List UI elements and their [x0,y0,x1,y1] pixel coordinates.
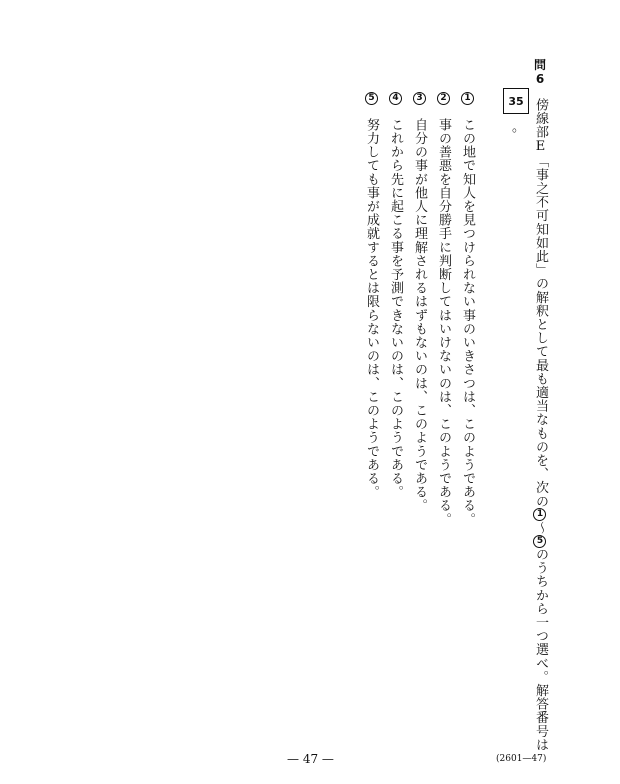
option-3-text: 自分の事が他人に理解されるはずもないのは、このようである。 [412,118,427,513]
option-4-number: 4 [389,92,402,105]
answer-period: 。 [512,120,526,135]
question-text-part1: 傍線部E「事之不可知如此」の解釈として最も適当なものを、次の [533,98,548,508]
question-label [533,58,547,86]
option-1-text: この地で知人を見つけられない事のいきさつは、このようである。 [460,118,475,526]
option-2-text: 事の善悪を自分勝手に判断してはいけないのは、このようである。 [436,118,451,526]
question-number: 6 [535,72,545,86]
option-5-text: 努力しても事が成就するとは限らないのは、このようである。 [364,118,379,499]
range-separator: 〜 [533,521,548,535]
range-end-number: 5 [535,535,545,547]
option-1-number: 1 [461,92,474,105]
answer-number-box [503,88,529,114]
option-3-number: 3 [413,92,426,105]
answer-number: 35 [508,94,524,108]
range-start-number: 1 [535,509,545,520]
option-4-text: これから先に起こる事を予測できないのは、このようである。 [388,118,403,499]
page-number: — 47 — [287,752,334,766]
question-text [533,98,547,752]
option-2-number: 2 [437,92,450,105]
option-5-number: 5 [365,92,378,105]
question-text-part2: のうちから一つ選べ。解答番号は [533,547,548,752]
question-label-kanji: 問 [533,58,546,72]
exam-code: (2601—47) [496,754,547,764]
